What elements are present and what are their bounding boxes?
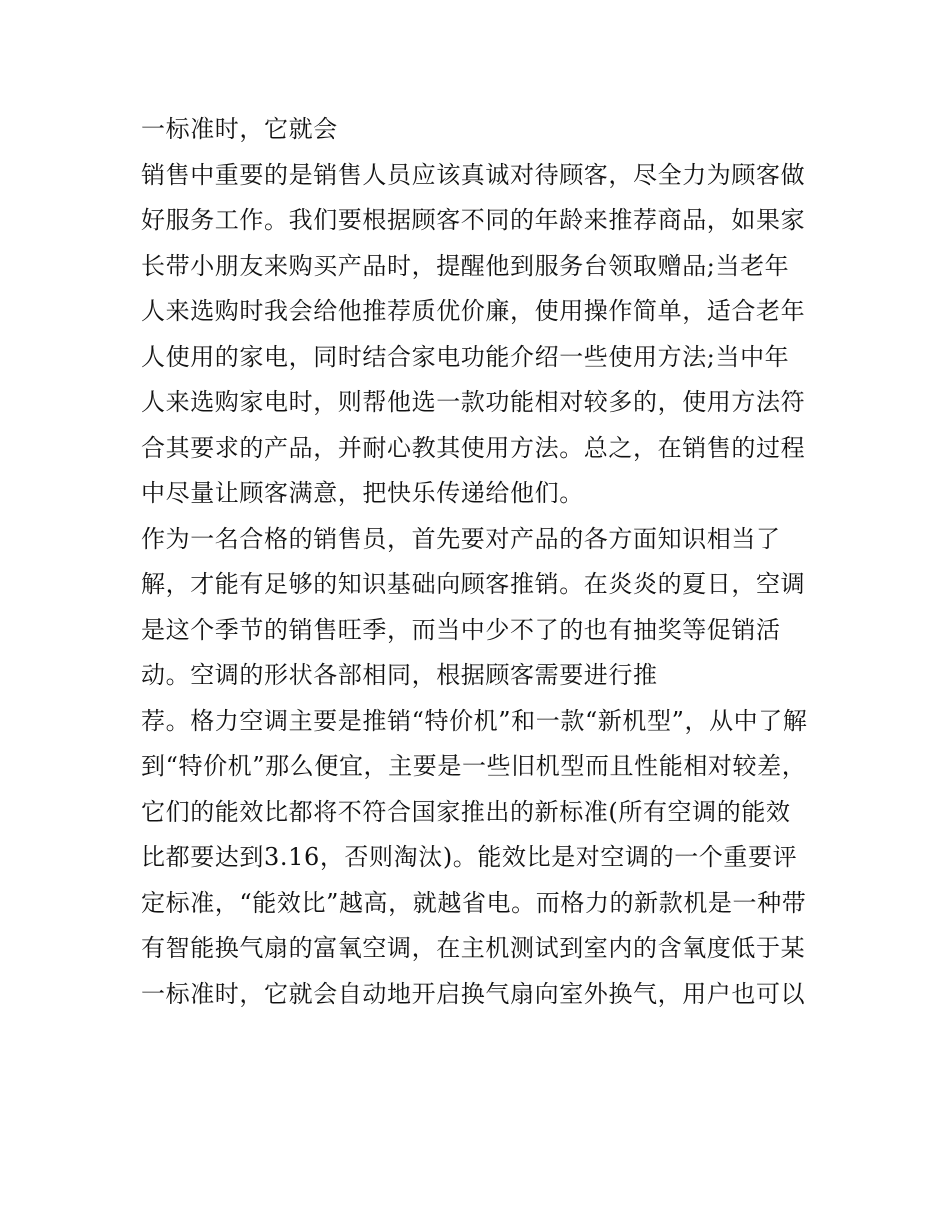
text-line: 长带小朋友来购买产品时，提醒他到服务台领取赠品;当老年 bbox=[141, 251, 790, 280]
text-line: 中尽量让顾客满意，把快乐传递给他们。 bbox=[141, 479, 584, 507]
text-line: 好服务工作。我们要根据顾客不同的年龄来推荐商品，如果家 bbox=[141, 206, 806, 234]
text-line: 人来选购时我会给他推荐质优价廉，使用操作简单，适合老年 bbox=[141, 297, 806, 325]
text-line: 人使用的家电，同时结合家电功能介绍一些使用方法;当中年 bbox=[141, 342, 790, 371]
text-line: 一标准时，它就会自动地开启换气扇向室外换气，用户也可以 bbox=[141, 979, 806, 1008]
text-line: 合其要求的产品，并耐心教其使用方法。总之，在销售的过程 bbox=[141, 433, 806, 462]
text-line: 解，才能有足够的知识基础向顾客推销。在炎炎的夏日，空调 bbox=[141, 570, 806, 598]
text-line: 到“特价机”那么便宜，主要是一些旧机型而且性能相对较差， bbox=[141, 752, 807, 780]
text-line: 它们的能效比都将不符合国家推出的新标准(所有空调的能效 bbox=[141, 797, 791, 826]
text-line: 人来选购家电时，则帮他选一款功能相对较多的，使用方法符 bbox=[141, 388, 806, 416]
document-body bbox=[141, 107, 821, 1017]
text-line: 荐。格力空调主要是推销“特价机”和一款“新机型”，从中了解 bbox=[141, 706, 808, 735]
text-line: 一标准时，它就会 bbox=[141, 115, 338, 143]
text-line: 定标准，“能效比”越高，就越省电。而格力的新款机是一种带 bbox=[141, 888, 807, 917]
text-line: 作为一名合格的销售员，首先要对产品的各方面知识相当了 bbox=[141, 524, 781, 553]
text-line: 有智能换气扇的富氧空调，在主机测试到室内的含氧度低于某 bbox=[141, 934, 806, 962]
text-line: 是这个季节的销售旺季，而当中少不了的也有抽奖等促销活 bbox=[141, 615, 781, 644]
text-line: 比都要达到3.16，否则淘汰)。能效比是对空调的一个重要评 bbox=[141, 843, 798, 871]
text-line: 动。空调的形状各部相同，根据顾客需要进行推 bbox=[141, 661, 658, 689]
text-line: 销售中重要的是销售人员应该真诚对待顾客，尽全力为顾客做 bbox=[141, 160, 806, 189]
